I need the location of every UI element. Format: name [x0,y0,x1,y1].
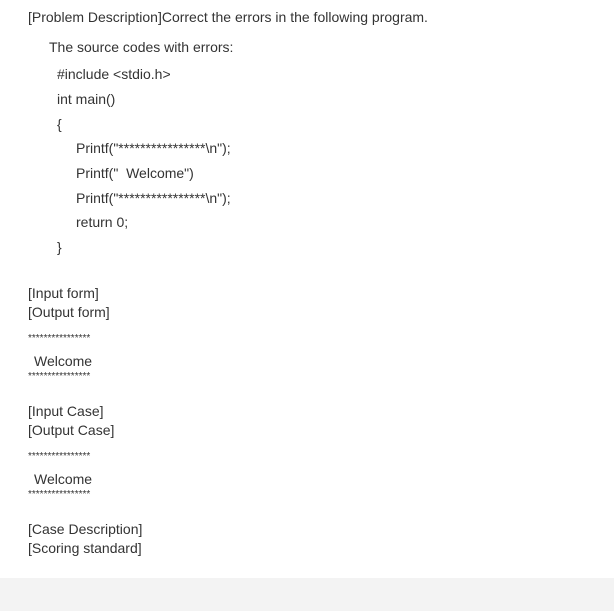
case-welcome: Welcome [34,471,93,487]
input-form-label: [Input form] [28,285,99,301]
case-stars-top: **************** [28,451,91,462]
output-form-label: [Output form] [28,304,110,320]
output-stars-bottom: **************** [28,371,91,382]
scoring-standard-label: [Scoring standard] [28,540,142,556]
output-stars-top: **************** [28,333,91,344]
code-return: return 0; [76,214,129,230]
code-open-brace: { [57,116,62,132]
code-main: int main() [57,91,116,107]
problem-description-text: Correct the errors in the following program. [161,9,428,25]
bottom-strip [0,578,614,611]
case-stars-bottom: **************** [28,489,91,500]
case-description-label: [Case Description] [28,521,143,537]
problem-description-line [28,8,428,26]
code-printf-1: Printf("****************\n"); [76,140,231,156]
code-printf-3: Printf("****************\n"); [76,190,231,206]
code-close-brace: } [57,239,62,255]
problem-description-label: [Problem Description] [28,9,162,25]
output-welcome: Welcome [34,353,93,369]
output-case-label: [Output Case] [28,422,115,438]
code-include: #include <stdio.h> [57,66,171,82]
code-printf-2: Printf(" Welcome") [76,165,194,181]
input-case-label: [Input Case] [28,403,104,419]
source-intro: The source codes with errors: [49,39,234,55]
